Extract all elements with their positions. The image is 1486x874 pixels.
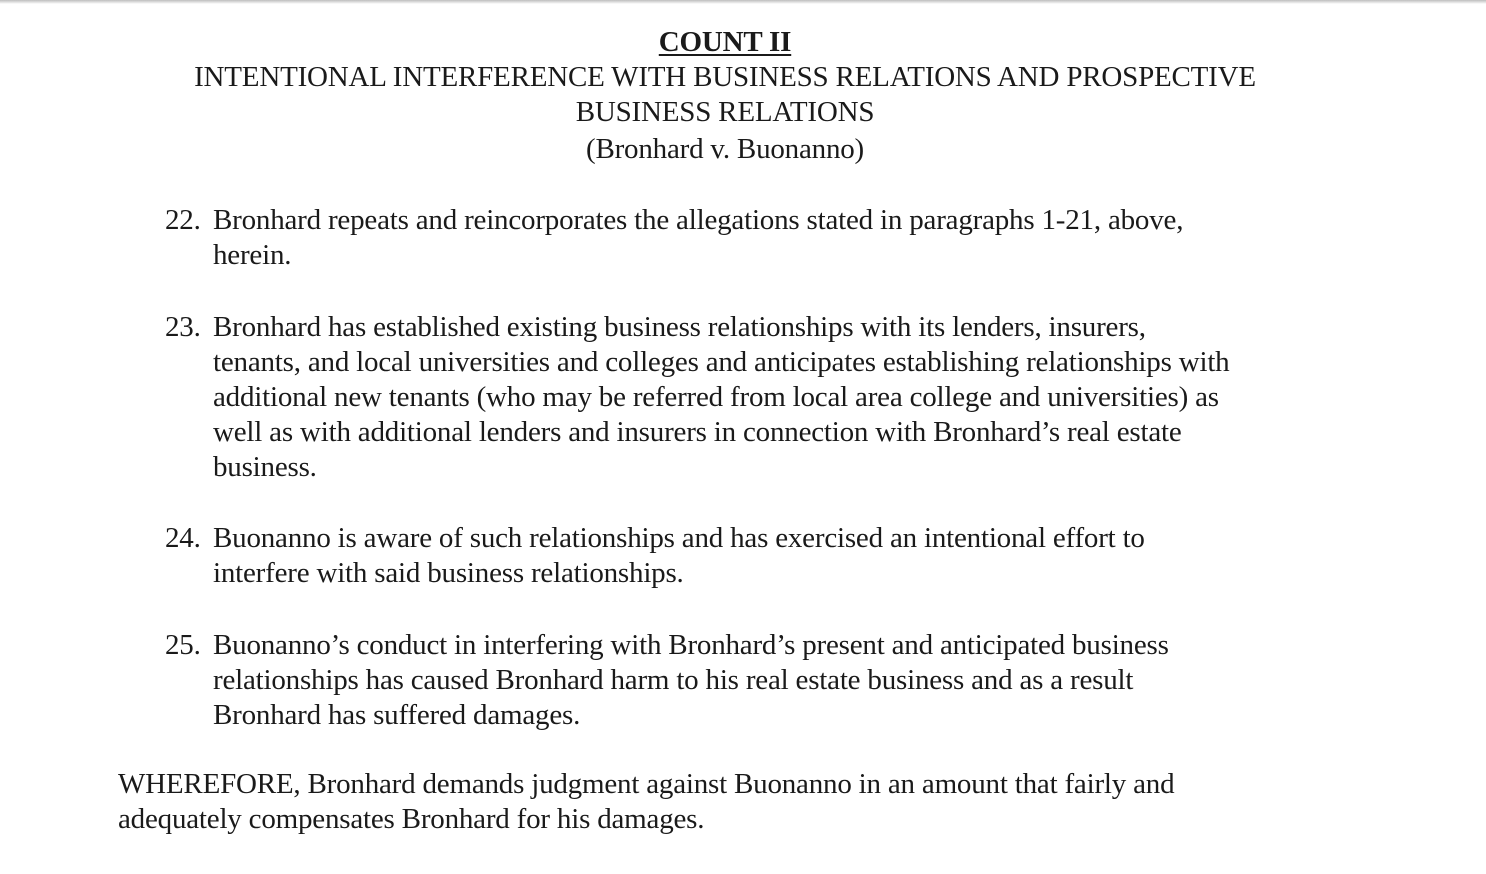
paragraph-line: well as with additional lenders and insurers in connection with Bronhard’s real estate xyxy=(213,416,1182,448)
count-title: COUNT II xyxy=(658,26,792,58)
paragraph-number: 22. xyxy=(165,204,201,236)
count-heading-line-1: INTENTIONAL INTERFERENCE WITH BUSINESS RELATIONS AND PROSPECTIVE xyxy=(194,61,1256,93)
paragraph-line: Bronhard repeats and reincorporates the allegations stated in paragraphs 1-21, above, xyxy=(213,204,1184,236)
paragraph-text xyxy=(213,521,1145,591)
paragraph-line: interfere with said business relationships. xyxy=(213,557,684,589)
paragraph-line: Bronhard has established existing business relationships with its lenders, insurers, xyxy=(213,311,1146,343)
paragraph-number: 25. xyxy=(165,629,201,661)
paragraph-number: 23. xyxy=(165,311,201,343)
paragraph-line: business. xyxy=(213,451,317,483)
count-parties: (Bronhard v. Buonanno) xyxy=(585,133,865,165)
paragraph-text xyxy=(213,628,1169,733)
count-heading-line-2: BUSINESS RELATIONS xyxy=(575,96,875,128)
paragraph-text xyxy=(213,310,1229,485)
paragraph-line: Buonanno’s conduct in interfering with Bronhard’s present and anticipated business xyxy=(213,629,1169,661)
wherefore-line: WHEREFORE, Bronhard demands judgment against Buonanno in an amount that fairly and xyxy=(118,768,1175,800)
paragraph-line: Bronhard has suffered damages. xyxy=(213,699,581,731)
paragraph-line: Buonanno is aware of such relationships and has exercised an intentional effort to xyxy=(213,522,1145,554)
paragraph-number: 24. xyxy=(165,522,201,554)
wherefore-line: adequately compensates Bronhard for his damages. xyxy=(118,803,705,835)
paragraph-text xyxy=(213,203,1183,273)
wherefore-clause xyxy=(118,767,1174,837)
paragraph-line: additional new tenants (who may be referred from local area college and universities) as xyxy=(213,381,1219,413)
paragraph-line: herein. xyxy=(213,239,292,271)
paragraph-line: relationships has caused Bronhard harm to his real estate business and as a result xyxy=(213,664,1134,696)
paragraph-line: tenants, and local universities and colleges and anticipates establishing relationships with xyxy=(213,346,1230,378)
